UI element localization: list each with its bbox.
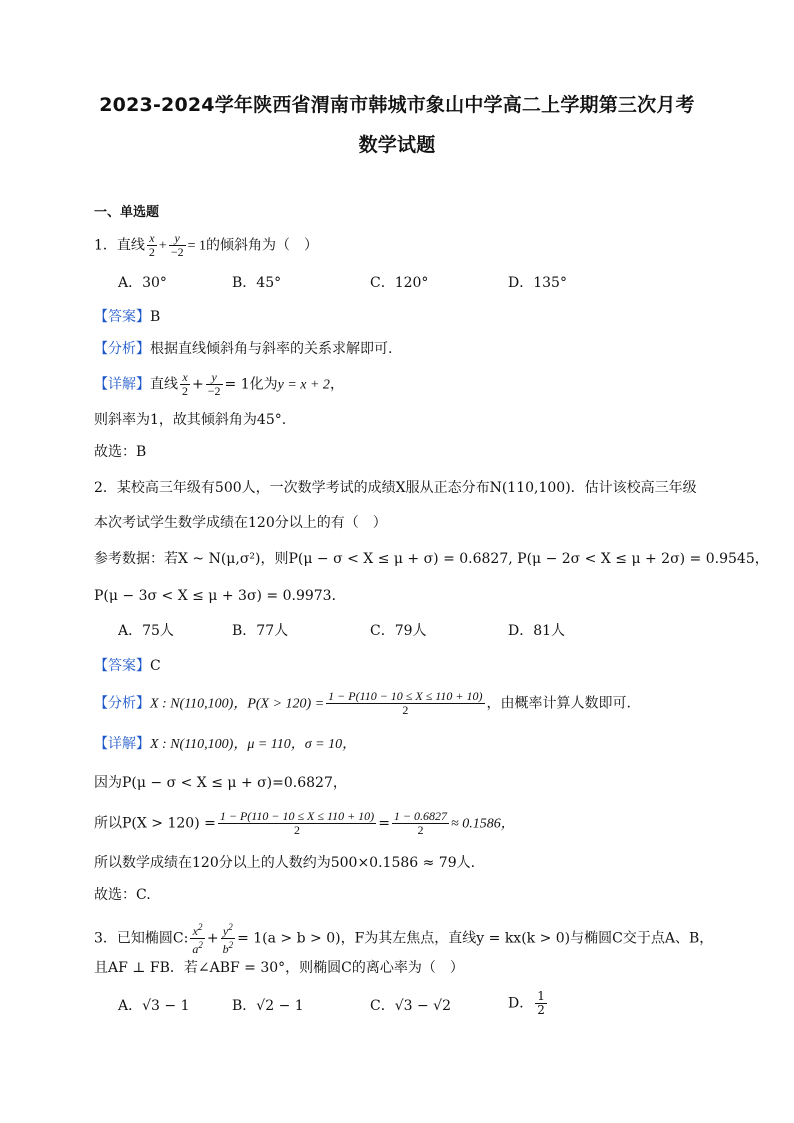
q2-because: 因为P(μ − σ < X ≤ μ + σ)=0.6827， [94, 775, 347, 791]
q2-option-a: A．75人 [118, 623, 174, 639]
section-heading: 一、单选题 [94, 205, 160, 220]
q2-analysis: 【分析】X : N(110,100)，P(X > 120) = $\frac{1 - P(110 - 10 \le X \le 110 + 10)}{2}$ ，由概率计算人数即可. [94, 689, 631, 717]
q2-final: 故选：C. [94, 887, 151, 903]
q2-option-b: B．77人 [232, 623, 289, 639]
q2-stem-line2: 本次考试学生数学成绩在120分以上的有（ ） [94, 515, 387, 531]
q3-option-d: D． $\frac{1}{2}$ [508, 989, 545, 1017]
q3-option-c: C．√3 − √2 [370, 998, 451, 1014]
q3-stem-line2: 且AF ⊥ FB．若∠ABF = 30°，则椭圆C的离心率为（ ） [94, 960, 464, 976]
q1-analysis: 【分析】根据直线倾斜角与斜率的关系求解即可. [94, 341, 393, 357]
q1-detail-line2: 则斜率为1，故其倾斜角为45°. [94, 412, 287, 428]
q3-stem-line1: 3．已知椭圆C: $\frac{x^2}{a^2}$ + $\frac{y^2}{b^2}$ = 1(a > b > 0)，F为其左焦点，直线y = kx(k > 0)与椭圆C交于点A、B， [94, 922, 714, 956]
q2-option-d: D．81人 [508, 623, 566, 639]
q1-option-c: C．120° [370, 275, 429, 291]
q3-option-a: A．√3 − 1 [118, 998, 190, 1014]
q1-answer: 【答案】B [94, 309, 161, 325]
q2-answer: 【答案】C [94, 658, 161, 674]
q1-option-a: A．30° [118, 275, 167, 291]
q3-option-b: B．√2 − 1 [232, 998, 304, 1014]
q1-stem: 1．直线 $\frac{x}{2}$ + $\frac{y}{-2}$ = 1的倾斜角为（ ） [94, 231, 319, 259]
q2-reference-line2: P(μ − 3σ < X ≤ μ + 3σ) = 0.9973． [94, 588, 346, 604]
q1-detail: 【详解】直线 $\frac{x}{2}$ + $\frac{y}{-2}$ = 1化为y = x + 2， [94, 370, 344, 398]
exam-title: 2023-2024学年陕西省渭南市韩城市象山中学高二上学期第三次月考 [99, 94, 695, 116]
q2-stem-line1: 2．某校高三年级有500人，一次数学考试的成绩X服从正态分布N(110,100)．估计该校高三年级 [94, 480, 697, 496]
q2-reference: 参考数据：若X ~ N(μ,σ²)，则P(μ − σ < X ≤ μ + σ) = 0.6827, P(μ − 2σ < X ≤ μ + 2σ) = 0.9545， [94, 551, 769, 567]
exam-subtitle: 数学试题 [358, 134, 436, 156]
q2-detail: 【详解】X : N(110,100)，μ = 110，σ = 10， [94, 736, 357, 752]
q1-final: 故选：B [94, 444, 147, 460]
q2-count: 所以数学成绩在120分以上的人数约为500×0.1586 ≈ 79人. [94, 855, 476, 871]
q1-option-d: D．135° [508, 275, 567, 291]
q1-option-b: B．45° [232, 275, 282, 291]
q2-so: 所以P(X > 120) = $\frac{1 - P(110 - 10 \le X \le 110 + 10)}{2}$ = $\frac{1 - 0.6827}{2}$ ≈ 0.1586， [94, 809, 515, 837]
q2-option-c: C．79人 [370, 623, 427, 639]
